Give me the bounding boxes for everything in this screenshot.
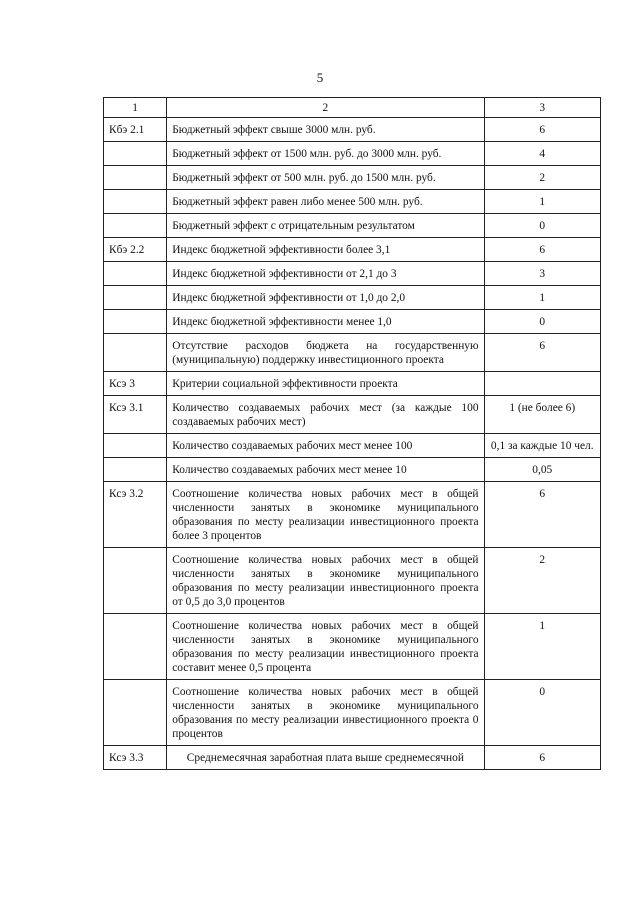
row-score: 0,05 bbox=[484, 458, 600, 482]
row-code: Ксэ 3 bbox=[104, 372, 167, 396]
row-code: Ксэ 3.2 bbox=[104, 482, 167, 548]
criteria-table bbox=[103, 97, 601, 770]
row-score: 6 bbox=[484, 118, 600, 142]
row-score: 0 bbox=[484, 680, 600, 746]
row-criterion: Соотношение количества новых рабочих мест в общей численности занятых в экономике муниципального образования по месту реализации инвестиционного проекта более 3 процентов bbox=[167, 482, 484, 548]
row-code: Ксэ 3.3 bbox=[104, 746, 167, 770]
table-row bbox=[104, 262, 601, 286]
table-row bbox=[104, 434, 601, 458]
row-score: 1 bbox=[484, 614, 600, 680]
header-col-1: 1 bbox=[104, 98, 167, 118]
table-row bbox=[104, 746, 601, 770]
row-criterion: Критерии социальной эффективности проекта bbox=[167, 372, 484, 396]
row-code bbox=[104, 614, 167, 680]
row-code bbox=[104, 262, 167, 286]
row-code bbox=[104, 214, 167, 238]
row-score: 6 bbox=[484, 746, 600, 770]
row-criterion: Количество создаваемых рабочих мест менее 100 bbox=[167, 434, 484, 458]
table-row bbox=[104, 142, 601, 166]
row-code bbox=[104, 142, 167, 166]
table-row bbox=[104, 458, 601, 482]
table-row bbox=[104, 166, 601, 190]
row-score: 6 bbox=[484, 334, 600, 372]
row-score: 6 bbox=[484, 238, 600, 262]
row-criterion: Среднемесячная заработная плата выше среднемесячной bbox=[167, 746, 484, 770]
row-score bbox=[484, 372, 600, 396]
row-code bbox=[104, 334, 167, 372]
row-code bbox=[104, 434, 167, 458]
row-code bbox=[104, 548, 167, 614]
row-criterion: Бюджетный эффект свыше 3000 млн. руб. bbox=[167, 118, 484, 142]
row-score: 4 bbox=[484, 142, 600, 166]
row-code: Кбэ 2.1 bbox=[104, 118, 167, 142]
table-header-row bbox=[104, 98, 601, 118]
row-code: Ксэ 3.1 bbox=[104, 396, 167, 434]
row-criterion: Отсутствие расходов бюджета на государственную (муниципальную) поддержку инвестиционного проекта bbox=[167, 334, 484, 372]
row-score: 6 bbox=[484, 482, 600, 548]
row-code bbox=[104, 310, 167, 334]
row-criterion: Индекс бюджетной эффективности от 1,0 до 2,0 bbox=[167, 286, 484, 310]
row-code: Кбэ 2.2 bbox=[104, 238, 167, 262]
table-row bbox=[104, 118, 601, 142]
table-row bbox=[104, 482, 601, 548]
row-score: 3 bbox=[484, 262, 600, 286]
row-score: 0 bbox=[484, 214, 600, 238]
table-row bbox=[104, 190, 601, 214]
row-criterion: Индекс бюджетной эффективности от 2,1 до 3 bbox=[167, 262, 484, 286]
table-row bbox=[104, 680, 601, 746]
row-criterion: Количество создаваемых рабочих мест менее 10 bbox=[167, 458, 484, 482]
table-row bbox=[104, 214, 601, 238]
row-criterion: Бюджетный эффект от 1500 млн. руб. до 3000 млн. руб. bbox=[167, 142, 484, 166]
table-row bbox=[104, 548, 601, 614]
row-score: 2 bbox=[484, 548, 600, 614]
row-score: 0 bbox=[484, 310, 600, 334]
row-criterion: Количество создаваемых рабочих мест (за каждые 100 создаваемых рабочих мест) bbox=[167, 396, 484, 434]
row-code bbox=[104, 190, 167, 214]
row-criterion: Бюджетный эффект с отрицательным результатом bbox=[167, 214, 484, 238]
table-row bbox=[104, 310, 601, 334]
header-col-2: 2 bbox=[167, 98, 484, 118]
row-score: 2 bbox=[484, 166, 600, 190]
row-score: 1 bbox=[484, 286, 600, 310]
row-code bbox=[104, 166, 167, 190]
row-score: 0,1 за каждые 10 чел. bbox=[484, 434, 600, 458]
table-row bbox=[104, 286, 601, 310]
table-row bbox=[104, 334, 601, 372]
row-score: 1 bbox=[484, 190, 600, 214]
table-row bbox=[104, 372, 601, 396]
row-code bbox=[104, 286, 167, 310]
table-row bbox=[104, 396, 601, 434]
row-code bbox=[104, 458, 167, 482]
row-code bbox=[104, 680, 167, 746]
row-criterion: Индекс бюджетной эффективности менее 1,0 bbox=[167, 310, 484, 334]
row-criterion: Соотношение количества новых рабочих мест в общей численности занятых в экономике муниципального образования по месту реализации инвестиционного проекта 0 процентов bbox=[167, 680, 484, 746]
page-number: 5 bbox=[316, 70, 324, 85]
header-col-3: 3 bbox=[484, 98, 600, 118]
table-row bbox=[104, 614, 601, 680]
row-criterion: Соотношение количества новых рабочих мест в общей численности занятых в экономике муниципального образования по месту реализации инвестиционного проекта от 0,5 до 3,0 процентов bbox=[167, 548, 484, 614]
row-criterion: Соотношение количества новых рабочих мест в общей численности занятых в экономике муниципального образования по месту реализации инвестиционного проекта составит менее 0,5 процента bbox=[167, 614, 484, 680]
row-score: 1 (не более 6) bbox=[484, 396, 600, 434]
row-criterion: Бюджетный эффект равен либо менее 500 млн. руб. bbox=[167, 190, 484, 214]
row-criterion: Бюджетный эффект от 500 млн. руб. до 1500 млн. руб. bbox=[167, 166, 484, 190]
row-criterion: Индекс бюджетной эффективности более 3,1 bbox=[167, 238, 484, 262]
table-row bbox=[104, 238, 601, 262]
